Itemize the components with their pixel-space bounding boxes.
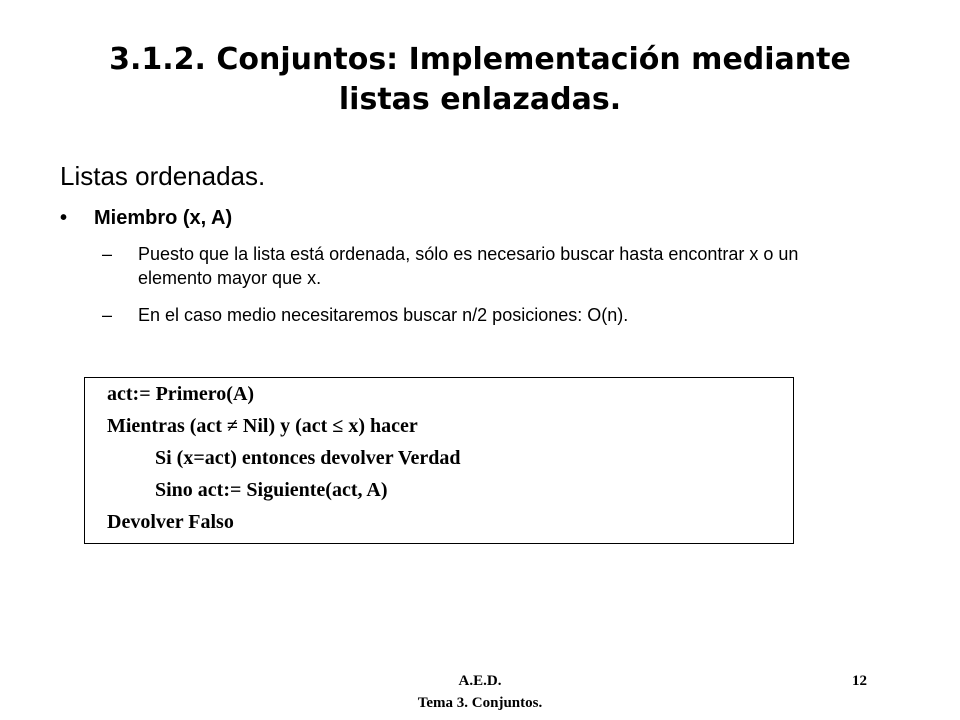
dash-marker: – xyxy=(102,244,113,264)
code-line: Sino act:= Siguiente(act, A) xyxy=(155,479,388,501)
dash-marker: – xyxy=(102,305,113,325)
pseudocode-box xyxy=(84,377,794,544)
code-line: Mientras (act ≠ Nil) y (act ≤ x) hacer xyxy=(107,415,418,437)
dash-item-text: En el caso medio necesitaremos buscar n/2 posiciones: O(n). xyxy=(138,305,629,325)
section-heading: Listas ordenadas. xyxy=(60,161,266,191)
slide-title-line-1: 3.1.2. Conjuntos: Implementación mediante xyxy=(109,42,851,77)
code-line: Si (x=act) entonces devolver Verdad xyxy=(155,447,461,469)
dash-item-text: Puesto que la lista está ordenada, sólo es necesario buscar hasta encontrar x o un elemento mayor que x. xyxy=(138,244,799,288)
footer xyxy=(300,670,660,714)
slide-title-line-2: listas enlazadas. xyxy=(338,82,622,117)
code-line: Devolver Falso xyxy=(107,511,234,533)
footer-topic: Tema 3. Conjuntos. xyxy=(417,695,543,711)
page-number: 12 xyxy=(852,673,867,689)
bullet-text: Miembro (x, A) xyxy=(94,207,233,229)
dash-item xyxy=(102,303,862,327)
dash-item xyxy=(102,242,862,290)
code-line: act:= Primero(A) xyxy=(107,383,255,405)
slide-title xyxy=(60,40,900,120)
bullet-dot-icon: • xyxy=(60,207,68,229)
footer-course: A.E.D. xyxy=(458,673,502,689)
